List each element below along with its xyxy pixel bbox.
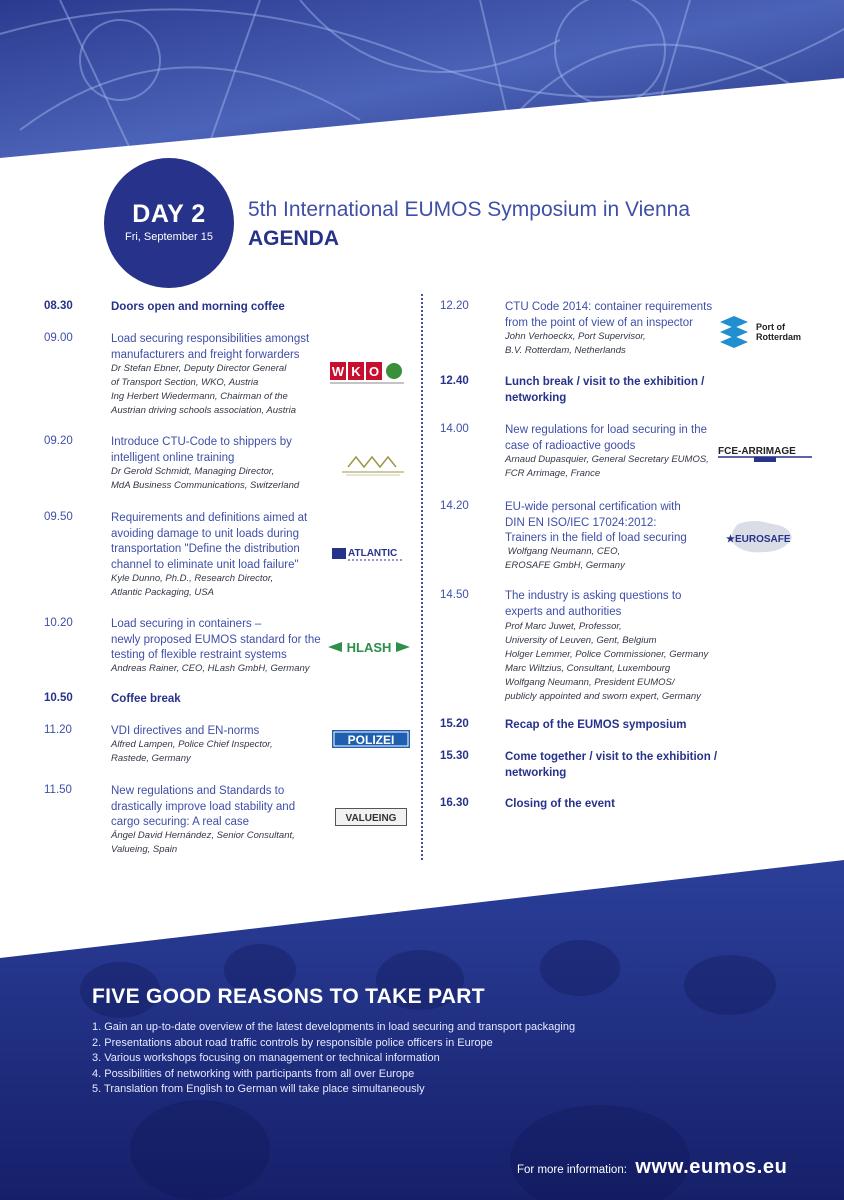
valueing-logo xyxy=(335,808,407,826)
agenda-title: AGENDA xyxy=(248,227,340,250)
agenda-time: 15.30 xyxy=(440,750,469,762)
agenda-time: 09.00 xyxy=(44,332,73,344)
svg-text:K: K xyxy=(351,364,361,379)
reason-item: 5. Translation from English to German will take place simultaneously xyxy=(92,1083,425,1095)
reasons-list xyxy=(92,1020,575,1098)
agenda-time: 15.20 xyxy=(440,718,469,730)
agenda-time: 09.20 xyxy=(44,435,73,447)
more-info-label: For more information: xyxy=(517,1164,627,1176)
agenda-speaker: Wolfgang Neumann, CEO, EROSAFE GmbH, Germany xyxy=(505,546,625,571)
eurosafe-logo xyxy=(724,518,796,556)
day-badge xyxy=(104,158,234,288)
column-divider xyxy=(421,294,423,860)
agenda-speaker: John Verhoeckx, Port Supervisor, B.V. Rotterdam, Netherlands xyxy=(505,331,646,356)
agenda-speaker: Dr Gerold Schmidt, Managing Director, MdA Business Communications, Switzerland xyxy=(111,466,300,491)
website-link[interactable]: www.eumos.eu xyxy=(635,1156,788,1178)
agenda-title-text: CTU Code 2014: container requirements from the point of view of an inspector xyxy=(505,301,713,329)
svg-text:O: O xyxy=(368,364,380,379)
agenda-title-text: Closing of the event xyxy=(505,798,615,810)
svg-text:ATLANTIC: ATLANTIC xyxy=(348,548,398,559)
more-info xyxy=(517,1156,787,1179)
reason-item: 4. Possibilities of networking with participants from all over Europe xyxy=(92,1067,415,1080)
agenda-speaker: Kyle Dunno, Ph.D., Research Director, Atlantic Packaging, USA xyxy=(111,573,274,598)
svg-text:Port of: Port of xyxy=(756,322,785,332)
agenda-time: 10.50 xyxy=(44,692,73,704)
agenda-title-text: The industry is asking questions to experts and authorities xyxy=(505,590,682,618)
agenda-title-text: Lunch break / visit to the exhibition / networking xyxy=(505,376,705,404)
agenda-time: 10.20 xyxy=(44,617,73,629)
wko-logo xyxy=(330,362,404,386)
agenda-time: 16.30 xyxy=(440,797,469,809)
agenda-title-text: Coffee break xyxy=(111,693,181,705)
agenda-title-text: Recap of the EUMOS symposium xyxy=(505,719,687,731)
reason-item: 1. Gain an up-to-date overview of the latest developments in load securing and transport packaging xyxy=(92,1021,576,1033)
reason-item: 3. Various workshops focusing on management or technical information xyxy=(92,1052,440,1064)
agenda-time: 11.20 xyxy=(44,724,72,736)
agenda-title-text: New regulations and Standards to drastically improve load stability and cargo securing: A real case xyxy=(111,785,296,828)
event-title: 5th International EUMOS Symposium in Vienna xyxy=(248,198,691,221)
day-date: Fri, September 15 xyxy=(124,231,214,243)
agenda-title-text: Requirements and definitions aimed at avoiding damage to unit loads during transportation "Define the distribution channel to eliminate unit load failure" xyxy=(111,512,308,571)
agenda-speaker: Ángel David Hernández, Senior Consultant, Valueing, Spain xyxy=(111,830,295,855)
agenda-title-text: Doors open and morning coffee xyxy=(111,301,285,313)
svg-text:POLIZEI: POLIZEI xyxy=(347,733,395,747)
agenda-speaker: Andreas Rainer, CEO, HLash GmbH, Germany xyxy=(111,663,310,674)
agenda-title-text: Load securing responsibilities amongst manufacturers and freight forwarders xyxy=(111,333,310,361)
polizei-logo xyxy=(332,730,410,748)
agenda-title-text: EU-wide personal certification with DIN EN ISO/IEC 17024:2012: Trainers in the field of load securing xyxy=(505,501,687,544)
agenda-title-text: Load securing in containers – newly proposed EUMOS standard for the testing of flexible restraint systems xyxy=(111,618,321,661)
day-title: DAY 2 xyxy=(132,200,206,228)
fce-arrimage-logo xyxy=(718,443,812,463)
agenda-title-text: VDI directives and EN-norms xyxy=(111,725,260,737)
agenda-time: 12.40 xyxy=(440,375,469,387)
mda-logo xyxy=(338,452,408,478)
agenda-time: 14.00 xyxy=(440,423,469,435)
agenda-time: 14.50 xyxy=(440,589,469,601)
agenda-speaker: Dr Stefan Ebner, Deputy Director General of Transport Section, WKO, Austria Ing Herbert Wiedermann, Chairman of the Austrian driving schools association, Austria xyxy=(111,363,296,416)
agenda-time: 09.50 xyxy=(44,511,73,523)
svg-text:VALUEING: VALUEING xyxy=(345,813,397,824)
agenda-speaker: Prof Marc Juwet, Professor, University of Leuven, Gent, Belgium Holger Lemmer, Police Commissioner, Germany Marc Wiltzius, Consultant, Luxembourg Wolfgang Neumann, President EUMOS/ publicly appointed and sworn expert, Germany xyxy=(505,621,709,702)
svg-text:Rotterdam: Rotterdam xyxy=(756,332,802,342)
agenda-speaker: Arnaud Dupasquier, General Secretary EUMOS, FCR Arrimage, France xyxy=(505,454,709,479)
svg-text:★EUROSAFE: ★EUROSAFE xyxy=(726,534,791,545)
agenda-speaker: Alfred Lampen, Police Chief Inspector, Rastede, Germany xyxy=(111,739,273,764)
agenda-title-text: Introduce CTU-Code to shippers by intelligent online training xyxy=(111,436,292,464)
hlash-logo xyxy=(328,638,410,656)
svg-text:FCE-ARRIMAGE: FCE-ARRIMAGE xyxy=(718,446,796,457)
atlantic-logo xyxy=(332,545,406,563)
svg-text:HLASH: HLASH xyxy=(346,640,392,655)
agenda-title-text: New regulations for load securing in the case of radioactive goods xyxy=(505,424,708,452)
agenda-time: 08.30 xyxy=(44,300,73,312)
agenda-time: 11.50 xyxy=(44,784,72,796)
reason-item: 2. Presentations about road traffic controls by responsible police officers in Europe xyxy=(92,1036,493,1049)
agenda-time: 12.20 xyxy=(440,300,469,312)
svg-text:W: W xyxy=(331,364,345,379)
port-of-rotterdam-logo xyxy=(718,314,808,348)
header-photo-band xyxy=(0,0,844,170)
reasons-title: FIVE GOOD REASONS TO TAKE PART xyxy=(92,985,485,1008)
agenda-title-text: Come together / visit to the exhibition / networking xyxy=(505,751,718,779)
agenda-time: 14.20 xyxy=(440,500,469,512)
